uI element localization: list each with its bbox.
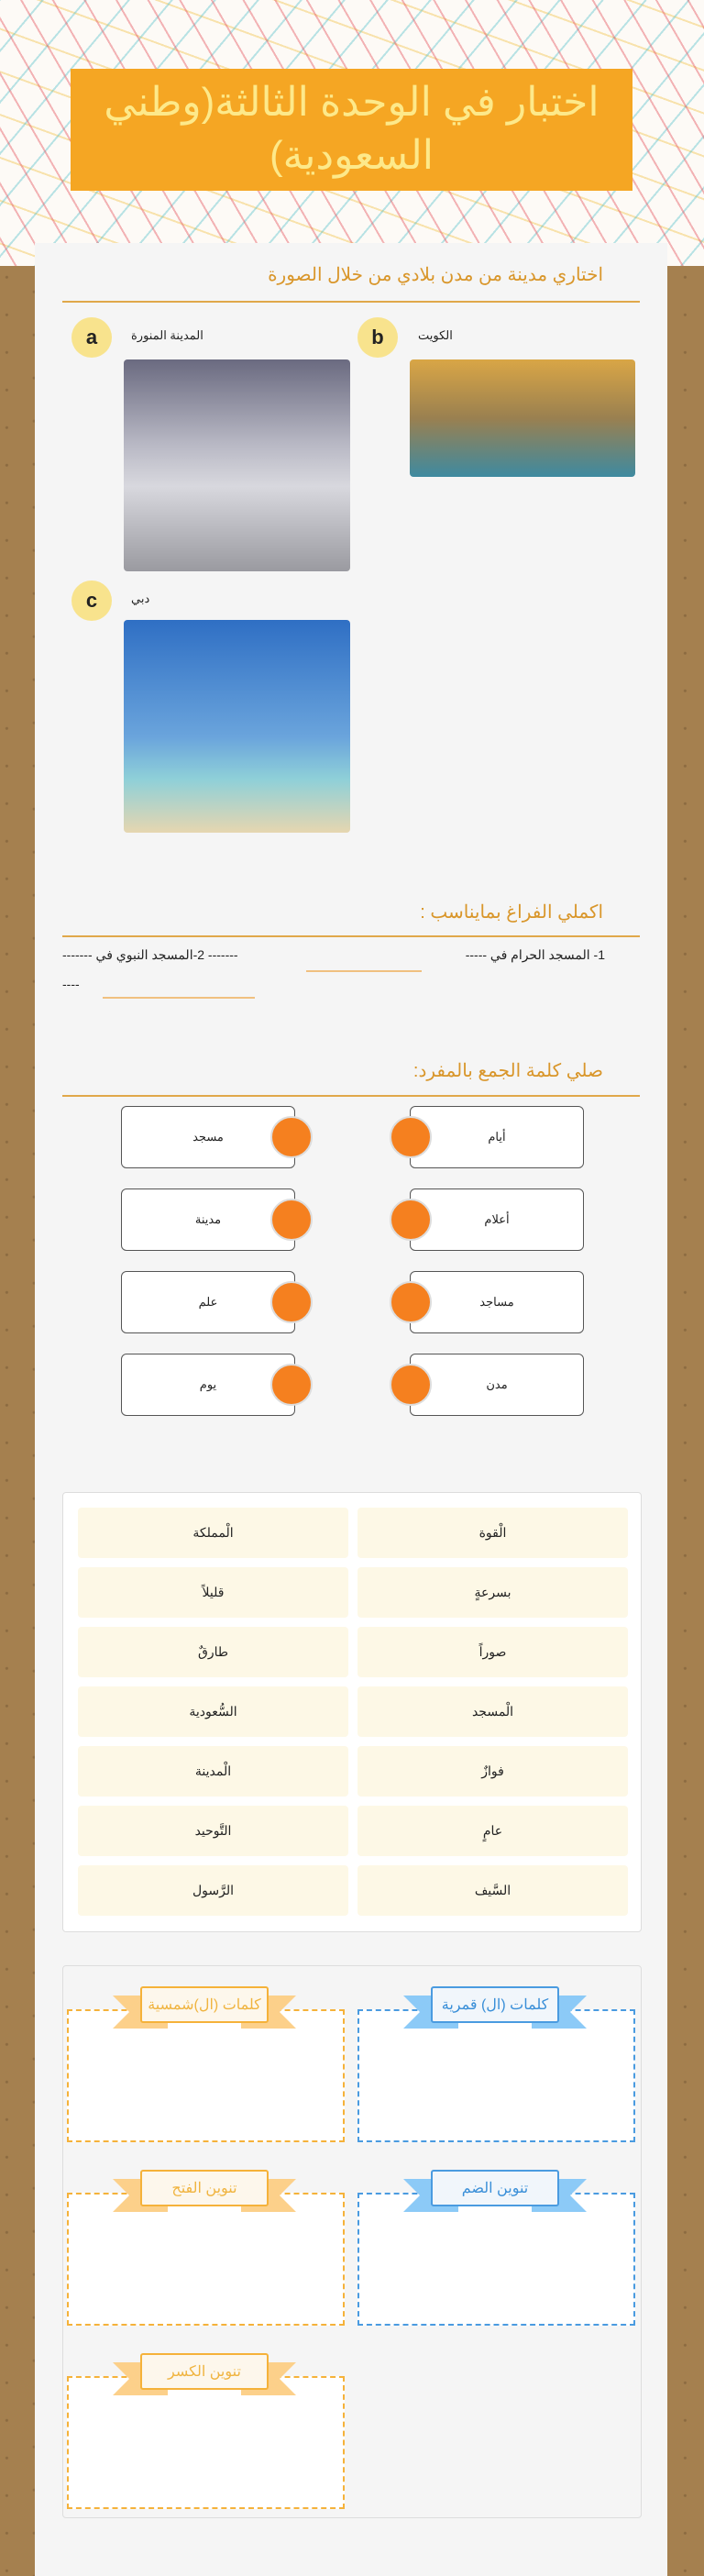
option-c-label[interactable]: دبي — [131, 591, 150, 605]
option-b-badge[interactable]: b — [358, 317, 398, 358]
question-1: 1- المسجد الحرام في ----- — [465, 947, 605, 962]
word: مدن — [486, 1377, 508, 1391]
page-title: اختبار في الوحدة الثالثة(وطني السعودية) — [71, 69, 632, 191]
draggable-word[interactable]: الْمملكة — [78, 1508, 348, 1558]
option-a-label[interactable]: المدينة المنورة — [131, 328, 204, 342]
connector-dot[interactable] — [270, 1116, 313, 1158]
category-label: كلمات (ال)شمسية — [140, 1986, 269, 2023]
draggable-word[interactable]: الرَّسول — [78, 1865, 348, 1916]
word: مدينة — [194, 1212, 222, 1226]
category-ribbon — [412, 2170, 578, 2217]
category-ribbon — [122, 2353, 287, 2401]
plural-word-box[interactable] — [410, 1188, 584, 1251]
category-ribbon — [412, 1986, 578, 2034]
connector-dot[interactable] — [390, 1364, 432, 1406]
category-label: تنوين الكسر — [140, 2353, 269, 2390]
connector-dot[interactable] — [270, 1199, 313, 1241]
category-label: تنوين الفتح — [140, 2170, 269, 2206]
divider — [62, 935, 640, 937]
category-ribbon — [122, 1986, 287, 2034]
option-a-badge[interactable]: a — [72, 317, 112, 358]
word: علم — [198, 1295, 218, 1309]
connector-dot[interactable] — [390, 1199, 432, 1241]
dubai-image[interactable] — [124, 620, 350, 833]
section2-heading: اكملي الفراغ بمايناسب : — [420, 902, 603, 923]
draggable-word[interactable]: الْقوة — [358, 1508, 628, 1558]
word: أيام — [488, 1130, 506, 1144]
category-ribbon — [122, 2170, 287, 2217]
medina-image[interactable] — [124, 359, 350, 571]
draggable-word[interactable]: السَّيف — [358, 1865, 628, 1916]
sort-words-panel — [62, 1492, 642, 1932]
word: يوم — [199, 1377, 217, 1391]
draggable-word[interactable]: فوازٌ — [358, 1746, 628, 1797]
singular-word-box[interactable] — [121, 1271, 295, 1333]
category-panel — [62, 1965, 642, 2518]
section1-heading: اختاري مدينة من مدن بلادي من خلال الصورة — [268, 265, 603, 285]
word: مساجد — [479, 1295, 514, 1309]
draggable-word[interactable]: عامٍ — [358, 1806, 628, 1856]
draggable-word[interactable]: بسرعةٍ — [358, 1567, 628, 1618]
word: أعلام — [484, 1212, 510, 1226]
connector-dot[interactable] — [390, 1116, 432, 1158]
divider — [62, 1095, 640, 1097]
draggable-word[interactable]: الْمسجد — [358, 1686, 628, 1737]
connector-dot[interactable] — [270, 1364, 313, 1406]
kuwait-image[interactable] — [410, 359, 635, 477]
singular-word-box[interactable] — [121, 1354, 295, 1416]
plural-word-box[interactable] — [410, 1271, 584, 1333]
answer-1-input[interactable] — [306, 970, 422, 972]
connector-dot[interactable] — [270, 1281, 313, 1323]
singular-word-box[interactable] — [121, 1188, 295, 1251]
divider — [62, 301, 640, 303]
question-2: ------- 2-المسجد النبوي في ------- — [62, 947, 238, 962]
draggable-word[interactable]: التَّوحيد — [78, 1806, 348, 1856]
draggable-word[interactable]: صوراً — [358, 1627, 628, 1677]
singular-word-box[interactable] — [121, 1106, 295, 1168]
draggable-word[interactable]: الْمدينة — [78, 1746, 348, 1797]
category-label: تنوين الضم — [431, 2170, 559, 2206]
plural-word-box[interactable] — [410, 1106, 584, 1168]
quiz-card — [35, 243, 667, 2576]
question-2-cont: ---- — [62, 977, 80, 991]
option-c-badge[interactable]: c — [72, 580, 112, 621]
section3-heading: صلي كلمة الجمع بالمفرد: — [412, 1061, 603, 1081]
draggable-word[interactable]: السُّعودية — [78, 1686, 348, 1737]
word: مسجد — [192, 1130, 224, 1144]
draggable-word[interactable]: قليلاً — [78, 1567, 348, 1618]
answer-2-input[interactable] — [103, 997, 255, 999]
plural-word-box[interactable] — [410, 1354, 584, 1416]
category-label: كلمات (ال) قمرية — [431, 1986, 559, 2023]
draggable-word[interactable]: طارقٌ — [78, 1627, 348, 1677]
connector-dot[interactable] — [390, 1281, 432, 1323]
option-b-label[interactable]: الكويت — [418, 328, 453, 342]
